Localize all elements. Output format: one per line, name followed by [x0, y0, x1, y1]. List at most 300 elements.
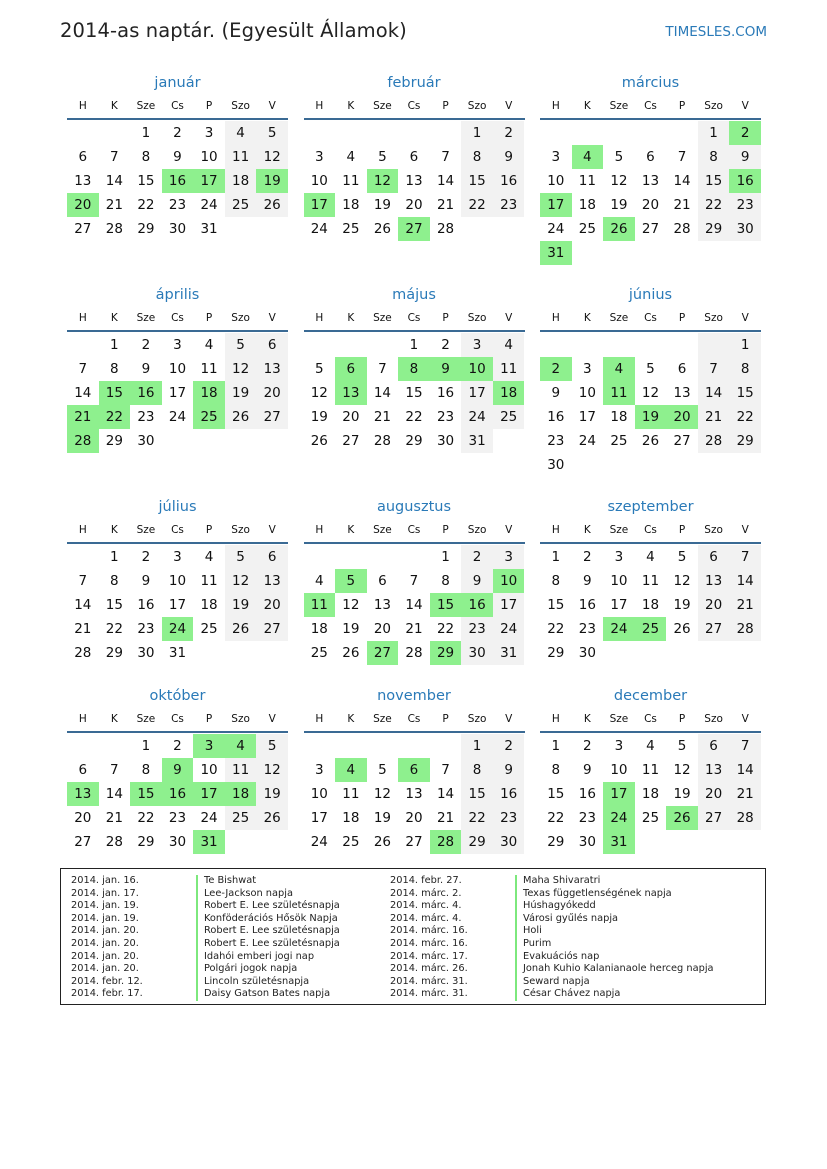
holiday-date: 2014. márc. 31. — [390, 975, 468, 987]
day-cell: 2 — [540, 357, 572, 381]
day-cell: 15 — [99, 381, 131, 405]
day-cell: 27 — [256, 617, 288, 641]
day-cell: 11 — [578, 173, 596, 189]
day-cell: 2 — [461, 545, 493, 569]
holiday-name: Lee-Jackson napja — [196, 888, 293, 901]
day-grid — [540, 121, 761, 265]
weekday-label: Sze — [609, 312, 629, 324]
weekday-header — [304, 707, 525, 733]
weekday-label: Szo — [467, 713, 487, 725]
weekday-label: Cs — [644, 100, 657, 112]
day-cell: 14 — [729, 569, 761, 593]
day-cell: 1 — [141, 125, 151, 141]
day-cell: 14 — [74, 385, 92, 401]
day-cell: 13 — [698, 569, 730, 593]
day-empty — [698, 333, 730, 357]
weekday-label: P — [442, 100, 449, 112]
day-empty — [572, 333, 604, 357]
day-cell: 9 — [551, 385, 561, 401]
holiday-name: Texas függetlenségének napja — [515, 888, 672, 901]
day-cell: 26 — [603, 217, 635, 241]
day-cell: 4 — [572, 145, 604, 169]
day-cell: 15 — [698, 169, 730, 193]
month-április — [67, 284, 288, 496]
day-cell: 25 — [635, 617, 667, 641]
weekday-label: P — [205, 524, 213, 536]
holiday-name: Robert E. Lee születésnapja — [196, 938, 340, 951]
weekday-label: K — [110, 100, 118, 112]
day-cell: 2 — [173, 738, 182, 754]
weekday-label: Sze — [609, 524, 629, 536]
day-cell: 18 — [641, 786, 660, 802]
day-cell: 21 — [698, 405, 730, 429]
day-cell: 29 — [547, 834, 565, 850]
day-cell: 29 — [547, 645, 565, 661]
day-cell: 7 — [698, 357, 730, 381]
day-cell: 5 — [225, 545, 257, 569]
day-cell: 18 — [342, 810, 360, 826]
day-empty — [430, 121, 462, 145]
day-grid — [304, 121, 525, 241]
day-empty — [635, 121, 667, 145]
day-cell: 12 — [610, 173, 628, 189]
day-cell: 10 — [200, 149, 218, 165]
day-cell: 17 — [493, 593, 525, 617]
day-cell: 11 — [493, 357, 525, 381]
weekday-label: V — [268, 100, 276, 112]
month-title: január — [154, 75, 201, 91]
day-cell: 31 — [200, 221, 218, 237]
day-cell: 20 — [256, 593, 288, 617]
day-empty — [367, 545, 399, 569]
day-cell: 23 — [168, 197, 187, 213]
day-cell: 19 — [310, 409, 328, 425]
day-cell: 30 — [729, 217, 761, 241]
day-empty — [603, 121, 635, 145]
holiday-date: 2014. márc. 4. — [390, 912, 462, 924]
day-cell: 15 — [547, 786, 565, 802]
day-empty — [398, 121, 430, 145]
weekday-label: Cs — [171, 524, 184, 536]
weekday-label: K — [347, 312, 355, 324]
day-cell: 25 — [200, 621, 218, 637]
day-cell: 22 — [729, 405, 761, 429]
day-cell: 23 — [493, 193, 525, 217]
day-cell: 29 — [137, 221, 155, 237]
day-cell: 14 — [436, 786, 455, 802]
day-cell: 12 — [256, 758, 288, 782]
weekday-label: H — [78, 100, 87, 112]
day-cell: 5 — [314, 361, 324, 377]
day-cell: 25 — [342, 221, 360, 237]
weekday-label: Cs — [644, 524, 657, 536]
day-cell: 21 — [373, 409, 391, 425]
day-cell: 30 — [547, 457, 565, 473]
month-title: szeptember — [607, 499, 694, 515]
day-cell: 7 — [441, 149, 450, 165]
weekday-label: P — [442, 524, 449, 536]
holiday-name: Robert E. Lee születésnapja — [196, 925, 340, 938]
day-cell: 26 — [256, 193, 288, 217]
weekday-label: Cs — [644, 312, 657, 324]
day-cell: 23 — [547, 433, 565, 449]
day-cell: 1 — [110, 549, 119, 565]
day-cell: 17 — [310, 810, 328, 826]
day-cell: 16 — [547, 409, 565, 425]
day-cell: 24 — [168, 409, 187, 425]
month-title: március — [621, 75, 680, 91]
day-cell: 12 — [367, 169, 399, 193]
day-cell: 30 — [168, 834, 187, 850]
day-cell: 4 — [225, 121, 257, 145]
day-cell: 30 — [493, 830, 525, 854]
weekday-label: K — [347, 713, 355, 725]
day-cell: 29 — [461, 830, 493, 854]
day-cell: 20 — [342, 409, 360, 425]
day-cell: 19 — [610, 197, 628, 213]
day-cell: 9 — [162, 758, 194, 782]
weekday-label: V — [505, 713, 513, 725]
day-cell: 16 — [493, 782, 525, 806]
day-cell: 8 — [551, 573, 561, 589]
day-cell: 1 — [461, 121, 493, 145]
weekday-label: Szo — [467, 100, 487, 112]
day-cell: 5 — [335, 569, 367, 593]
day-cell: 19 — [256, 169, 288, 193]
day-cell: 12 — [373, 786, 391, 802]
holiday-name: Robert E. Lee születésnapja — [196, 900, 340, 913]
day-cell: 18 — [225, 782, 257, 806]
holiday-name: Purim — [515, 938, 551, 951]
weekday-label: Cs — [407, 524, 421, 536]
month-december — [540, 685, 761, 874]
day-cell: 2 — [141, 337, 151, 353]
holiday-name: Daisy Gatson Bates napja — [196, 988, 330, 1001]
weekday-header — [67, 306, 288, 332]
day-cell: 24 — [200, 197, 218, 213]
holiday-name: Jonah Kuhio Kalanianaole herceg napja — [515, 963, 714, 976]
day-cell: 26 — [673, 621, 691, 637]
day-cell: 12 — [225, 569, 257, 593]
day-cell: 16 — [436, 385, 455, 401]
day-cell: 10 — [310, 786, 328, 802]
day-cell: 11 — [225, 145, 257, 169]
day-cell: 12 — [310, 385, 328, 401]
weekday-label: V — [741, 100, 749, 112]
day-cell: 23 — [493, 806, 525, 830]
holiday-name: Evakuációs nap — [515, 951, 599, 964]
holiday-name: César Chávez napja — [515, 988, 620, 1001]
day-cell: 4 — [204, 337, 214, 353]
weekday-label: Szo — [467, 524, 487, 536]
weekday-label: H — [315, 312, 324, 324]
day-cell: 28 — [105, 834, 123, 850]
weekday-label: Cs — [171, 713, 184, 725]
day-cell: 24 — [603, 617, 635, 641]
weekday-header — [67, 707, 288, 733]
day-cell: 9 — [141, 361, 151, 377]
day-cell: 20 — [698, 782, 730, 806]
day-cell: 2 — [441, 337, 450, 353]
day-cell: 27 — [405, 834, 423, 850]
day-cell: 22 — [547, 810, 565, 826]
day-grid — [540, 545, 761, 665]
holiday-date: 2014. márc. 26. — [390, 963, 468, 975]
weekday-header — [67, 518, 288, 544]
weekday-label: P — [678, 713, 686, 725]
day-cell: 9 — [430, 357, 462, 381]
day-cell: 14 — [673, 173, 691, 189]
month-november — [304, 685, 525, 874]
day-cell: 11 — [225, 758, 257, 782]
day-cell: 16 — [162, 782, 194, 806]
day-cell: 7 — [729, 545, 761, 569]
weekday-label: Sze — [609, 100, 629, 112]
day-cell: 5 — [256, 734, 288, 758]
day-cell: 5 — [225, 333, 257, 357]
month-január — [67, 72, 288, 284]
weekday-label: K — [347, 100, 355, 112]
holiday-date: 2014. jan. 17. — [71, 887, 139, 899]
day-cell: 31 — [193, 830, 225, 854]
page-title: 2014-as naptár. (Egyesült Államok) — [60, 19, 407, 42]
weekday-label: H — [78, 713, 87, 725]
day-cell: 1 — [551, 738, 561, 754]
day-empty — [304, 545, 336, 569]
day-cell: 28 — [105, 221, 123, 237]
day-empty — [398, 545, 430, 569]
day-grid — [304, 333, 525, 453]
day-cell: 27 — [367, 641, 399, 665]
day-cell: 17 — [168, 385, 187, 401]
weekday-label: P — [205, 312, 213, 324]
day-cell: 3 — [193, 734, 225, 758]
day-cell: 16 — [461, 593, 493, 617]
month-július — [67, 496, 288, 685]
day-cell: 27 — [74, 221, 92, 237]
day-cell: 12 — [225, 357, 257, 381]
weekday-label: H — [315, 713, 324, 725]
day-cell: 7 — [409, 573, 419, 589]
day-cell: 23 — [578, 621, 596, 637]
day-cell: 8 — [441, 573, 450, 589]
day-empty — [335, 333, 367, 357]
day-cell: 11 — [641, 762, 660, 778]
day-cell: 18 — [578, 197, 596, 213]
day-grid — [67, 333, 288, 453]
day-cell: 21 — [673, 197, 691, 213]
months-grid — [67, 72, 761, 874]
day-cell: 16 — [162, 169, 194, 193]
day-cell: 7 — [677, 149, 687, 165]
day-cell: 17 — [168, 597, 187, 613]
weekday-label: V — [268, 312, 276, 324]
weekday-label: Szo — [704, 312, 723, 324]
day-cell: 1 — [441, 549, 450, 565]
day-cell: 29 — [698, 217, 730, 241]
day-cell: 28 — [698, 429, 730, 453]
holiday-date: 2014. febr. 27. — [390, 875, 462, 886]
day-cell: 19 — [673, 597, 691, 613]
weekday-label: Sze — [136, 100, 156, 112]
day-cell: 3 — [493, 545, 525, 569]
weekday-label: H — [551, 100, 560, 112]
day-cell: 16 — [493, 169, 525, 193]
holiday-name: Városi gyűlés napja — [515, 913, 618, 926]
holiday-date: 2014. márc. 31. — [390, 988, 468, 1000]
day-cell: 26 — [641, 433, 660, 449]
day-cell: 23 — [137, 409, 155, 425]
weekday-label: H — [551, 713, 560, 725]
day-cell: 4 — [346, 149, 356, 165]
day-cell: 30 — [578, 834, 596, 850]
day-cell: 10 — [168, 361, 187, 377]
day-cell: 8 — [698, 145, 730, 169]
day-cell: 7 — [110, 762, 119, 778]
day-cell: 16 — [578, 786, 596, 802]
weekday-label: K — [583, 312, 591, 324]
month-február — [304, 72, 525, 284]
weekday-label: Cs — [407, 713, 421, 725]
day-cell: 31 — [461, 429, 493, 453]
day-cell: 16 — [137, 597, 155, 613]
day-cell: 2 — [493, 121, 525, 145]
day-cell: 10 — [493, 569, 525, 593]
day-empty — [540, 333, 572, 357]
day-cell: 5 — [256, 121, 288, 145]
day-cell: 10 — [461, 357, 493, 381]
day-cell: 9 — [173, 149, 182, 165]
day-cell: 1 — [698, 121, 730, 145]
day-cell: 13 — [256, 357, 288, 381]
day-cell: 20 — [74, 810, 92, 826]
weekday-label: Cs — [171, 100, 184, 112]
weekday-label: Sze — [373, 312, 392, 324]
day-cell: 17 — [578, 409, 596, 425]
weekday-label: V — [741, 524, 749, 536]
day-cell: 6 — [677, 361, 687, 377]
weekday-label: Szo — [231, 312, 250, 324]
day-cell: 25 — [225, 193, 257, 217]
day-cell: 9 — [729, 145, 761, 169]
day-cell: 14 — [405, 597, 423, 613]
day-cell: 25 — [310, 645, 328, 661]
day-cell: 12 — [342, 597, 360, 613]
day-cell: 28 — [67, 429, 99, 453]
day-cell: 19 — [342, 621, 360, 637]
day-grid — [67, 545, 288, 665]
month-title: február — [387, 75, 441, 91]
site-link[interactable]: TIMESLES.COM — [665, 24, 767, 40]
month-augusztus — [304, 496, 525, 685]
day-cell: 14 — [105, 786, 123, 802]
day-cell: 18 — [493, 381, 525, 405]
holiday-date: 2014. jan. 20. — [71, 937, 139, 949]
day-cell: 21 — [405, 621, 423, 637]
day-cell: 30 — [168, 221, 187, 237]
day-cell: 17 — [540, 193, 572, 217]
day-cell: 10 — [168, 573, 187, 589]
day-cell: 15 — [461, 782, 493, 806]
day-cell: 12 — [256, 145, 288, 169]
weekday-label: H — [551, 312, 560, 324]
weekday-label: V — [741, 713, 749, 725]
holiday-date: 2014. jan. 19. — [71, 900, 139, 912]
day-cell: 5 — [646, 361, 655, 377]
weekday-label: Sze — [136, 312, 156, 324]
day-cell: 24 — [461, 405, 493, 429]
day-cell: 13 — [335, 381, 367, 405]
weekday-label: Sze — [136, 713, 156, 725]
day-cell: 15 — [430, 593, 462, 617]
day-cell: 24 — [547, 221, 565, 237]
weekday-label: K — [110, 713, 118, 725]
day-cell: 6 — [378, 573, 387, 589]
day-empty — [67, 545, 99, 569]
day-cell: 19 — [635, 405, 667, 429]
weekday-label: Szo — [704, 100, 723, 112]
day-empty — [304, 121, 336, 145]
holiday-name: Seward napja — [515, 976, 590, 989]
day-cell: 30 — [578, 645, 596, 661]
holiday-date: 2014. jan. 20. — [71, 925, 139, 937]
day-cell: 10 — [547, 173, 565, 189]
day-cell: 14 — [729, 758, 761, 782]
day-cell: 20 — [256, 381, 288, 405]
day-cell: 31 — [540, 241, 572, 265]
holiday-name: Lincoln születésnapja — [196, 976, 309, 989]
day-cell: 20 — [641, 197, 660, 213]
day-cell: 22 — [461, 193, 493, 217]
day-cell: 14 — [105, 173, 123, 189]
weekday-label: V — [268, 713, 276, 725]
day-cell: 29 — [137, 834, 155, 850]
month-title: április — [155, 287, 200, 303]
day-cell: 30 — [461, 641, 493, 665]
day-cell: 22 — [698, 193, 730, 217]
day-cell: 28 — [729, 617, 761, 641]
month-title: augusztus — [376, 499, 452, 515]
holiday-date: 2014. jan. 20. — [71, 950, 139, 962]
day-cell: 15 — [729, 381, 761, 405]
holiday-name: Maha Shivaratri — [515, 875, 600, 888]
weekday-label: V — [268, 524, 276, 536]
day-cell: 30 — [137, 433, 155, 449]
day-cell: 13 — [405, 786, 423, 802]
day-cell: 19 — [225, 381, 257, 405]
holiday-date: 2014. jan. 19. — [71, 912, 139, 924]
day-cell: 29 — [405, 433, 423, 449]
day-cell: 1 — [551, 549, 561, 565]
month-március — [540, 72, 761, 284]
weekday-label: V — [505, 524, 513, 536]
day-cell: 21 — [729, 782, 761, 806]
day-cell: 22 — [137, 197, 155, 213]
weekday-label: K — [347, 524, 355, 536]
weekday-label: H — [551, 524, 560, 536]
day-empty — [398, 734, 430, 758]
day-grid — [67, 121, 288, 241]
day-cell: 17 — [461, 381, 493, 405]
day-cell: 7 — [441, 762, 450, 778]
day-cell: 9 — [141, 573, 151, 589]
day-cell: 11 — [200, 573, 218, 589]
day-cell: 20 — [666, 405, 698, 429]
day-cell: 3 — [173, 337, 182, 353]
holiday-name: Polgári jogok napja — [196, 963, 297, 976]
day-cell: 18 — [641, 597, 660, 613]
weekday-label: K — [583, 100, 591, 112]
